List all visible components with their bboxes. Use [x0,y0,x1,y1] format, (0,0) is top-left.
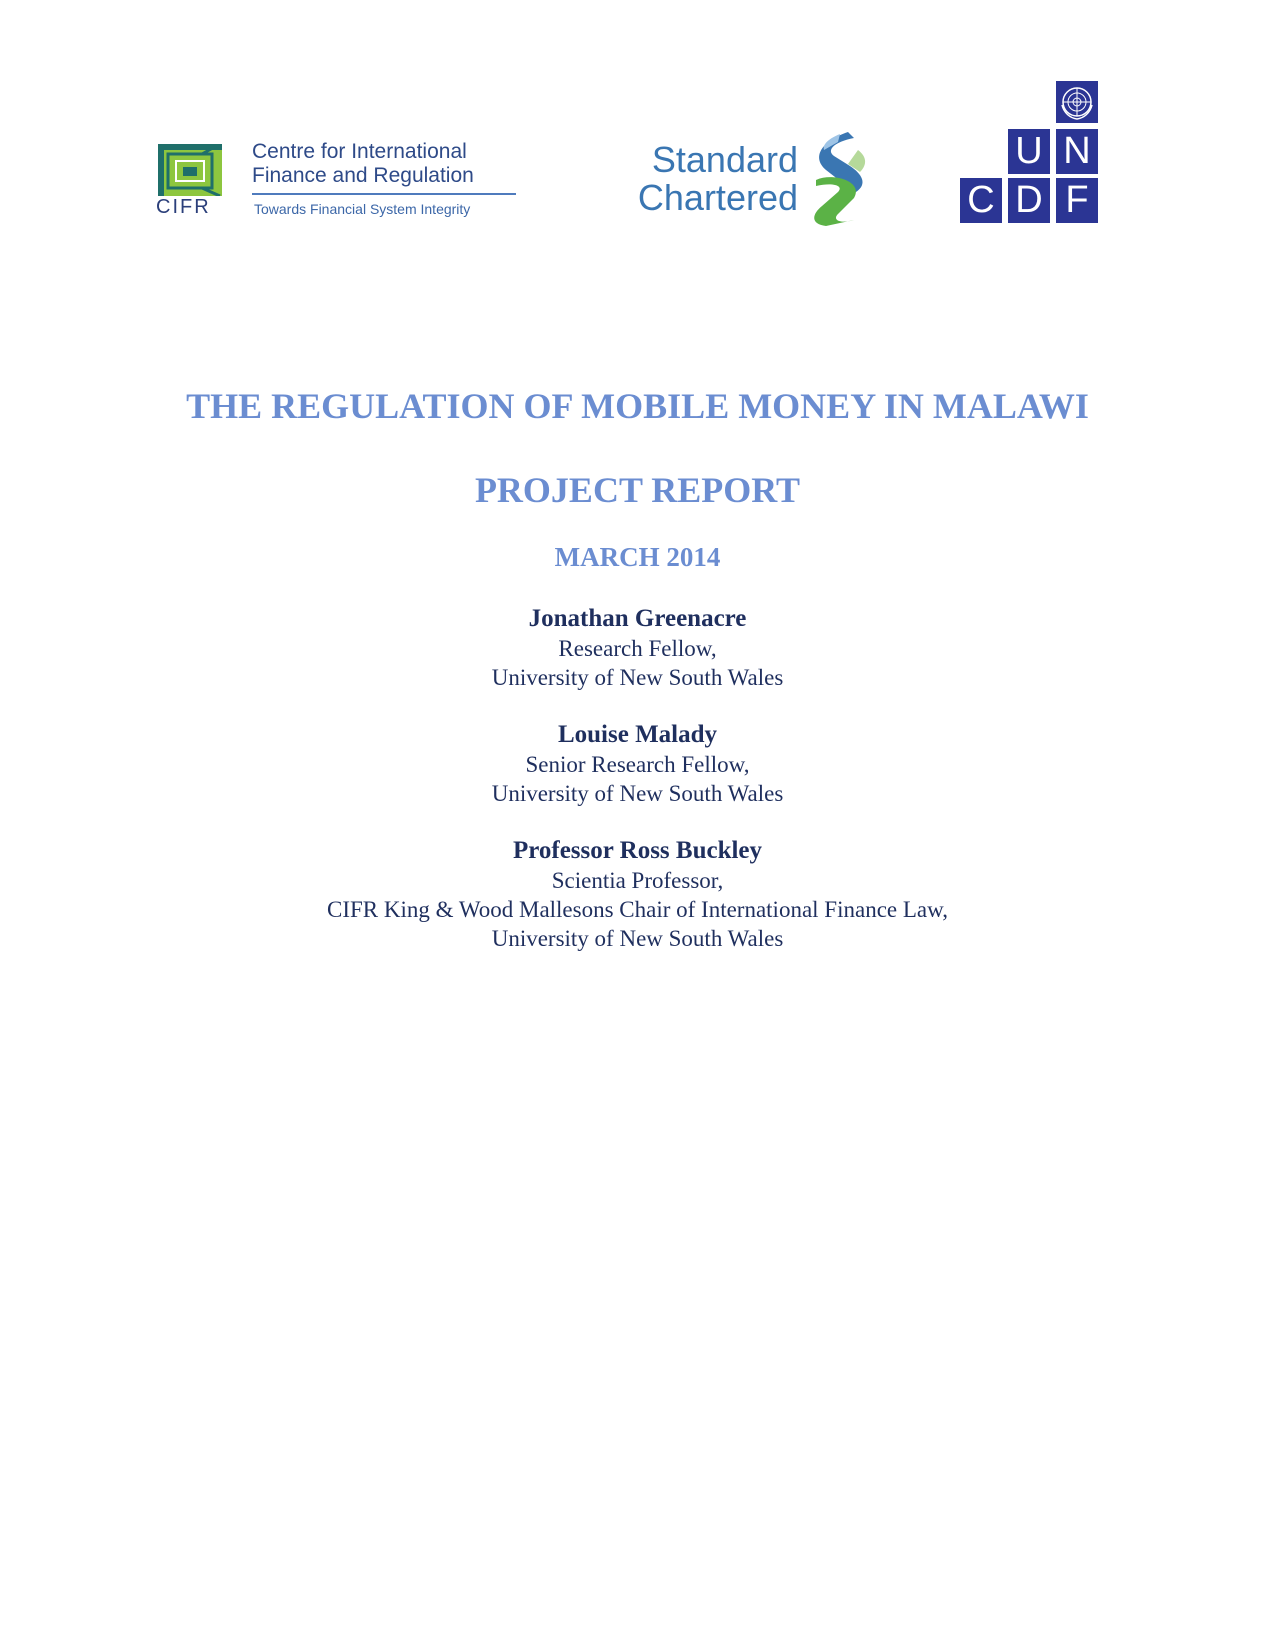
author-affiliation-line: University of New South Wales [491,926,784,951]
cifr-logo [156,140,516,222]
author-name: Professor Ross Buckley [512,837,763,864]
author-affiliation-line: University of New South Wales [491,781,784,806]
cifr-name-line-2: Finance and Regulation [252,164,474,187]
author-affiliation-line: Research Fellow, [558,636,717,661]
author-name: Louise Malady [557,721,718,748]
uncdf-logo [960,81,1098,223]
report-date: MARCH 2014 [554,542,721,572]
cifr-divider [252,193,516,195]
author-block [0,604,1275,692]
cifr-tagline: Towards Financial System Integrity [254,201,471,217]
un-emblem-icon [1056,81,1098,123]
uncdf-letter-u: U [1008,129,1050,174]
cifr-mark-icon [158,144,222,196]
author-affiliation-line: Senior Research Fellow, [525,752,750,777]
uncdf-letter-d: D [1008,178,1050,223]
uncdf-letter-n: N [1056,129,1098,174]
cifr-abbreviation: CIFR [156,196,211,218]
sc-word-standard: Standard [651,139,798,180]
author-affiliation-line: CIFR King & Wood Mallesons Chair of International Finance Law, [327,897,948,922]
cifr-name-line-1: Centre for International [252,140,467,163]
sc-word-chartered: Chartered [637,177,798,218]
author-block [0,836,1275,953]
sc-ribbon-icon [804,130,870,226]
author-affiliation-line: University of New South Wales [491,665,784,690]
report-subtitle: PROJECT REPORT [474,470,801,510]
author-block [0,720,1275,808]
standard-chartered-logo [614,130,874,226]
author-affiliation-line: Scientia Professor, [551,868,724,893]
uncdf-letter-c: C [960,178,1002,223]
uncdf-letter-f: F [1056,178,1098,223]
report-title: THE REGULATION OF MOBILE MONEY IN MALAWI [186,386,1089,426]
author-name: Jonathan Greenacre [528,605,747,632]
